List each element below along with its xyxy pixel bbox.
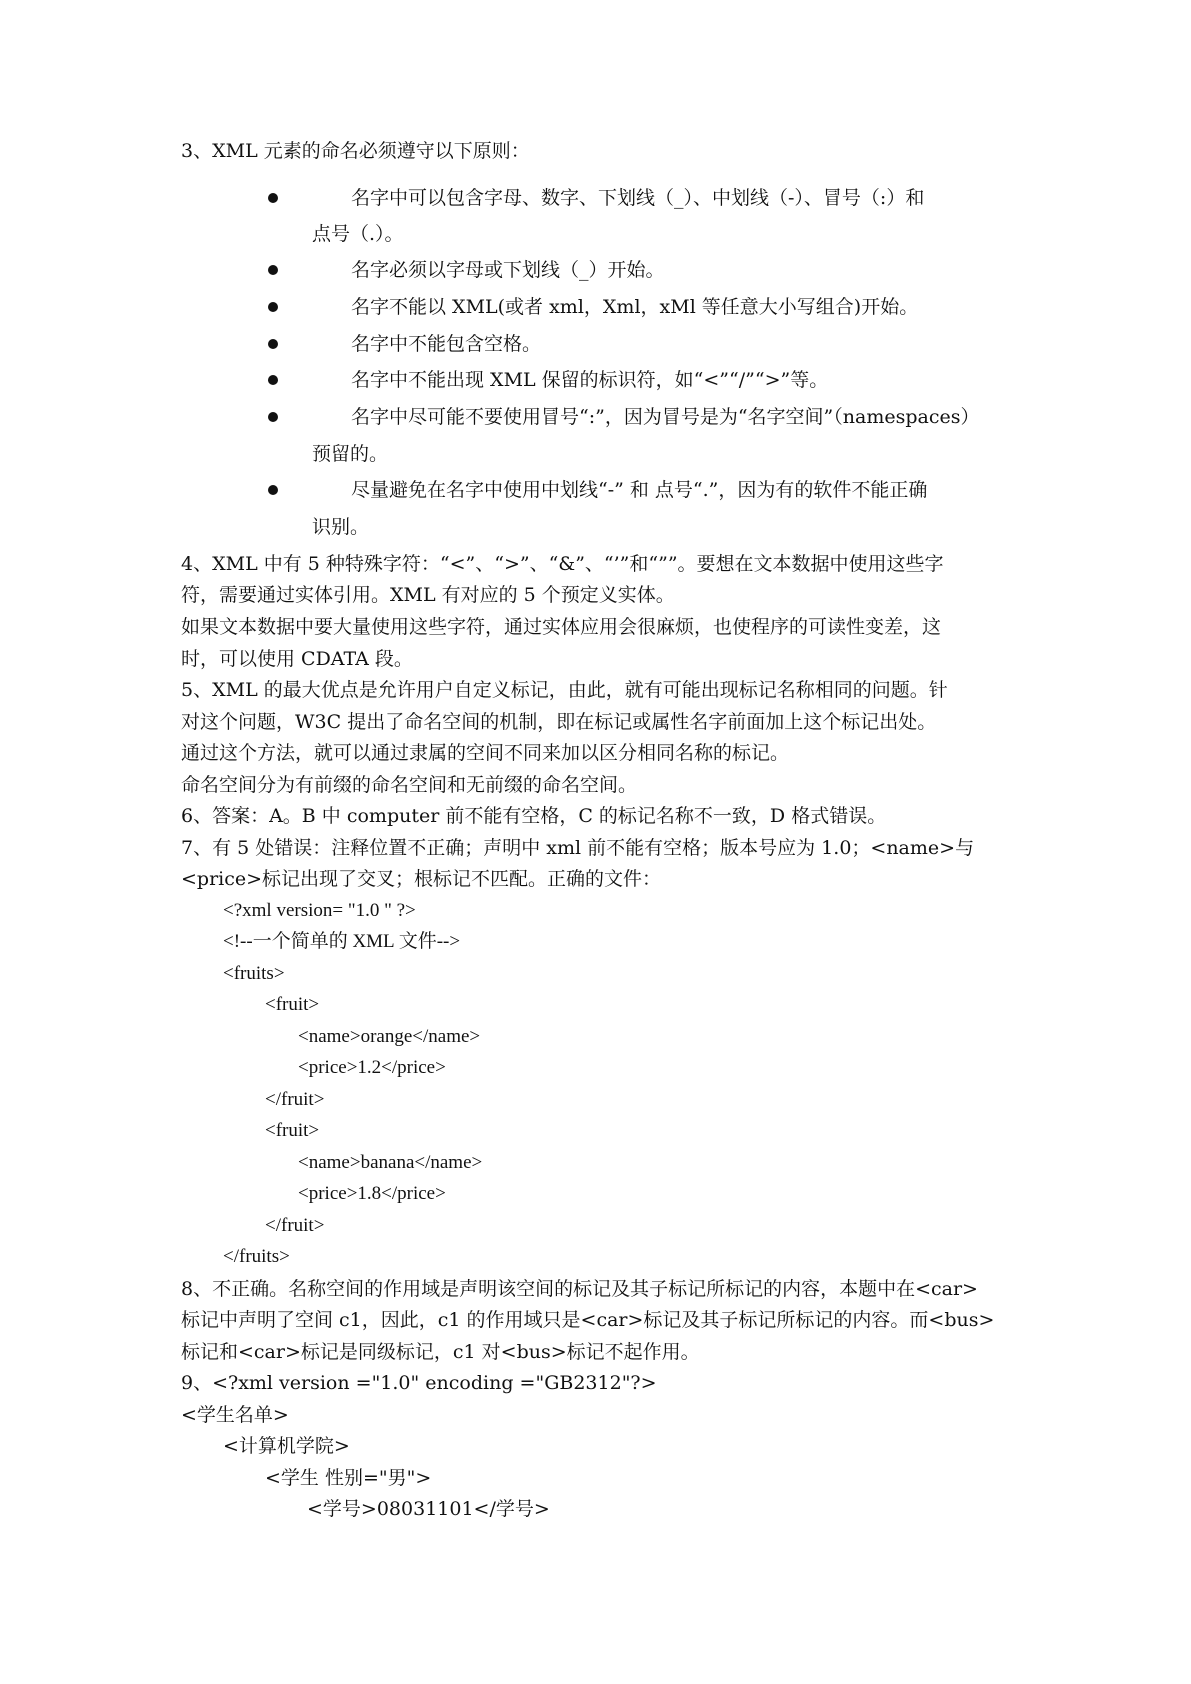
section9-line: 9、<?xml version ="1.0" encoding ="GB2312"?> [181,1372,657,1394]
code-line: </fruits> [223,1246,290,1267]
section8-line: 8、不正确。名称空间的作用域是声明该空间的标记及其子标记所标记的内容，本题中在<car> [181,1278,978,1300]
section8-line: 标记和<car>标记是同级标记，c1 对<bus>标记不起作用。 [181,1341,700,1363]
bullet-text-cont: 预留的。 [312,443,389,465]
section8-line: 标记中声明了空间 c1，因此，c1 的作用域只是<car>标记及其子标记所标记的内容。而<bus> [181,1309,995,1331]
section5-line: 命名空间分为有前缀的命名空间和无前缀的命名空间。 [181,774,638,796]
code-line: <学生名单> [181,1404,289,1426]
bullet-dot [268,193,278,203]
code-line: <fruit> [265,1120,320,1141]
bullet-text: 名字中尽可能不要使用冒号“:”，因为冒号是为“名字空间”（namespaces） [351,406,980,428]
code-line: </fruit> [265,1215,325,1236]
code-line: <fruit> [265,994,320,1015]
bullet-text: 尽量避免在名字中使用中划线“-” 和 点号“.”，因为有的软件不能正确 [351,479,928,501]
bullet-dot [268,339,278,349]
code-line: <name>banana</name> [298,1152,483,1173]
code-line: <fruits> [223,963,285,984]
bullet-text-cont: 点号（.）。 [312,223,404,245]
section3-heading: 3、XML 元素的命名必须遵守以下原则： [181,140,530,162]
bullet-text: 名字中可以包含字母、数字、下划线（_）、中划线（-）、冒号（:）和 [351,187,925,209]
section7-line: 7、有 5 处错误：注释位置不正确；声明中 xml 前不能有空格；版本号应为 1.0；<name>与 [181,837,975,859]
section5-line: 对这个问题，W3C 提出了命名空间的机制，即在标记或属性名字前面加上这个标记出处。 [181,711,937,733]
bullet-dot [268,412,278,422]
code-line: <?xml version= "1.0 " ?> [223,900,416,921]
section4-line: 如果文本数据中要大量使用这些字符，通过实体应用会很麻烦，也使程序的可读性变差，这 [181,616,942,638]
bullet-text: 名字中不能出现 XML 保留的标识符，如“<”“/”“>”等。 [351,369,829,391]
section4-line: 符，需要通过实体引用。XML 有对应的 5 个预定义实体。 [181,584,675,606]
section4-line: 时，可以使用 CDATA 段。 [181,648,413,670]
section7-line: <price>标记出现了交叉；根标记不匹配。正确的文件： [181,868,662,890]
bullet-text-cont: 识别。 [312,516,370,538]
section5-line: 通过这个方法，就可以通过隶属的空间不同来加以区分相同名称的标记。 [181,742,790,764]
bullet-text: 名字必须以字母或下划线（_）开始。 [351,259,665,281]
bullet-text: 名字中不能包含空格。 [351,333,542,355]
code-line: <!--一个简单的 XML 文件--> [223,931,461,952]
code-line: </fruit> [265,1089,325,1110]
section4-line: 4、XML 中有 5 种特殊字符：“<”、“>”、“&”、“’”和“””。要想在文本数据中使用这些字 [181,553,944,575]
bullet-dot [268,375,278,385]
bullet-dot [268,265,278,275]
section6-line: 6、答案：A。B 中 computer 前不能有空格，C 的标记名称不一致，D 格式错误。 [181,805,887,827]
code-line: <name>orange</name> [298,1026,481,1047]
code-line: <学生 性别="男"> [265,1467,432,1489]
code-line: <price>1.2</price> [298,1057,446,1078]
bullet-dot [268,302,278,312]
code-line: <学号>08031101</学号> [307,1498,550,1520]
code-line: <计算机学院> [223,1435,350,1457]
code-line: <price>1.8</price> [298,1183,446,1204]
bullet-text: 名字不能以 XML(或者 xml，Xml，xMl 等任意大小写组合)开始。 [351,296,919,318]
bullet-dot [268,485,278,495]
section5-line: 5、XML 的最大优点是允许用户自定义标记，由此，就有可能出现标记名称相同的问题。针 [181,679,948,701]
